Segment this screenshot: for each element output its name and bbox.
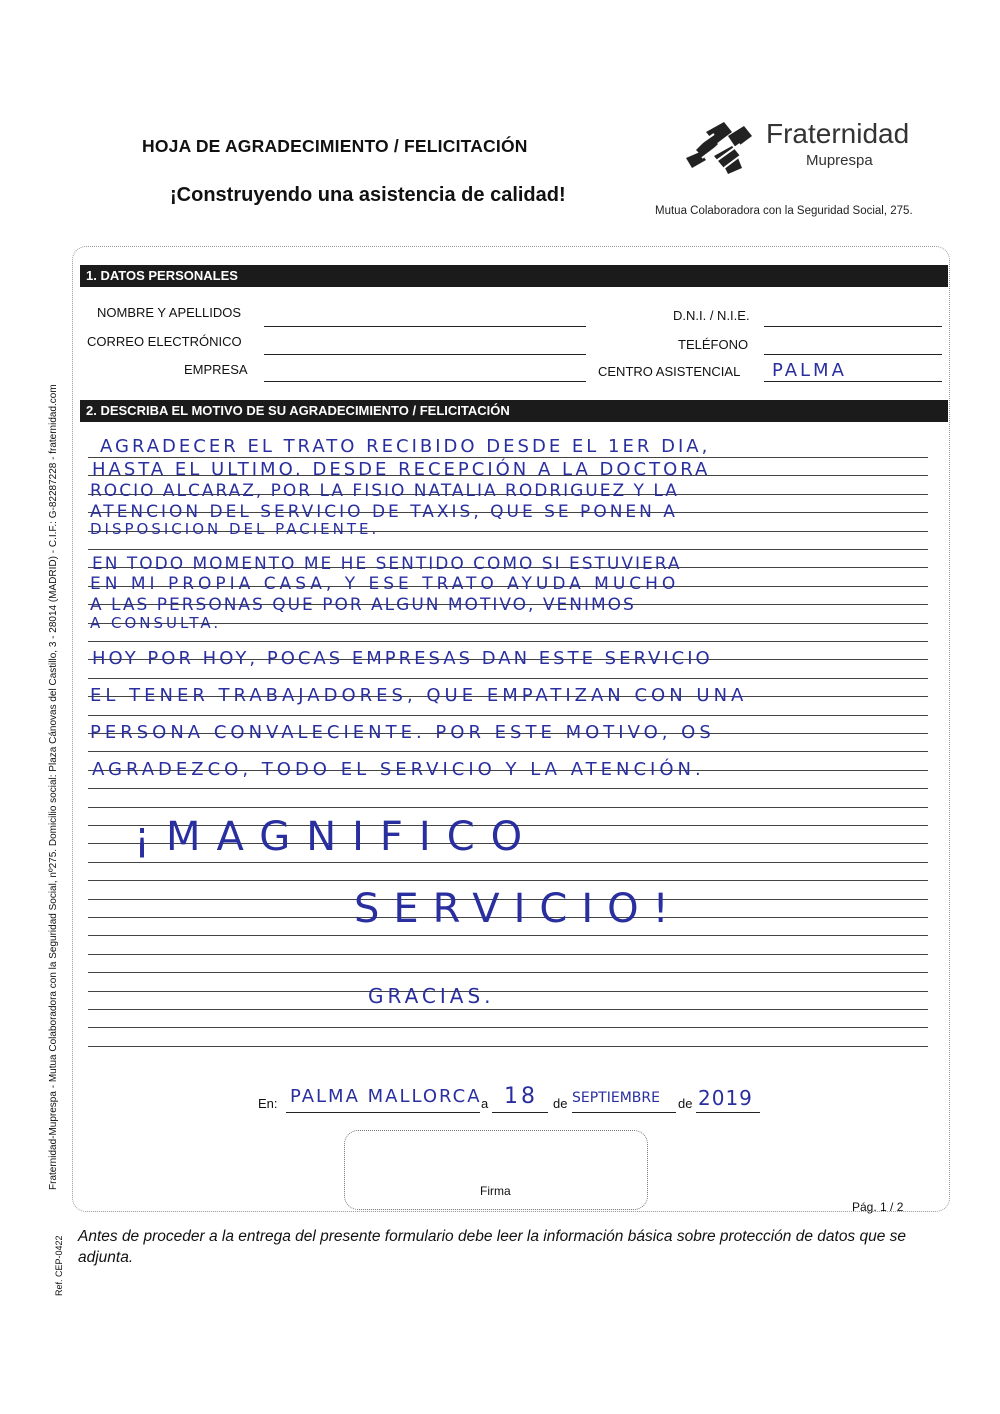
handwritten-line: HASTA EL ULTIMO. DESDE RECEPCIÓN A LA DOCTORA (92, 459, 711, 480)
a-label: a (481, 1096, 489, 1111)
nombre-field[interactable] (264, 326, 586, 327)
telefono-label: TELÉFONO (678, 337, 749, 352)
handwritten-line: AGRADECER EL TRATO RECIBIDO DESDE EL 1ER DIA, (100, 436, 711, 457)
month-field[interactable] (572, 1112, 676, 1113)
place-value: PALMA MALLORCA (290, 1086, 482, 1107)
handwritten-line: ROCIO ALCARAZ, POR LA FISIO NATALIA RODRIGUEZ Y LA (90, 481, 679, 501)
writing-line (88, 751, 928, 752)
year-field[interactable] (696, 1112, 760, 1113)
form-title: HOJA DE AGRADECIMIENTO / FELICITACIÓN (142, 136, 528, 156)
closing-text: GRACIAS. (368, 984, 495, 1008)
writing-line (88, 954, 928, 955)
handwritten-line: HOY POR HOY, POCAS EMPRESAS DAN ESTE SERVICIO (92, 648, 713, 669)
empresa-label: EMPRESA (184, 362, 248, 377)
handwritten-line: ATENCION DEL SERVICIO DE TAXIS, QUE SE PONEN A (90, 502, 678, 522)
big-handwritten-line: ¡MAGNIFICO (134, 814, 539, 860)
de-label-1: de (553, 1096, 568, 1111)
side-legal-text: Fraternidad-Muprespa - Mutua Colaboradora con la Seguridad Social, nº275. Domicilio social: Plaza Cánovas del Castillo, 3 - 28014 (MADRID) - C.I.F.: G-82287228 - fraternidad.com (48, 384, 59, 1190)
signature-label: Firma (480, 1184, 511, 1198)
writing-line (88, 1046, 928, 1047)
dni-field[interactable] (764, 326, 942, 327)
handwritten-line: EL TENER TRABAJADORES, QUE EMPATIZAN CON UNA (90, 685, 748, 706)
section-2-title: 2. DESCRIBA EL MOTIVO DE SU AGRADECIMIENTO / FELICITACIÓN (86, 403, 510, 418)
writing-line (88, 972, 928, 973)
footer-note: Antes de proceder a la entrega del presente formulario debe leer la información básica sobre protección de datos que se adjunta. (78, 1228, 907, 1266)
reference-code: Ref. CEP-0422 (54, 1235, 64, 1296)
writing-line (88, 549, 928, 550)
handwritten-line: A LAS PERSONAS QUE POR ALGUN MOTIVO, VENIMOS (90, 595, 636, 615)
handwritten-line: PERSONA CONVALECIENTE. POR ESTE MOTIVO, OS (90, 722, 715, 743)
place-field[interactable] (286, 1112, 480, 1113)
handwritten-line: DISPOSICION DEL PACIENTE. (90, 520, 380, 538)
signature-box[interactable] (344, 1130, 648, 1210)
handwritten-line: EN MI PROPIA CASA, Y ESE TRATO AYUDA MUCHO (90, 574, 680, 594)
form-subtitle: ¡Construyendo una asistencia de calidad! (170, 184, 566, 206)
nombre-label: NOMBRE Y APELLIDOS (97, 305, 242, 320)
day-value: 18 (504, 1084, 538, 1109)
en-label: En: (258, 1096, 278, 1111)
writing-line (88, 1009, 928, 1010)
de-label-2: de (678, 1096, 693, 1111)
centro-label: CENTRO ASISTENCIAL (598, 364, 741, 379)
writing-line (88, 678, 928, 679)
day-field[interactable] (492, 1112, 548, 1113)
handwritten-line: EN TODO MOMENTO ME HE SENTIDO COMO SI ESTUVIERA (92, 554, 682, 574)
writing-line (88, 880, 928, 881)
handwritten-line: A CONSULTA. (90, 614, 222, 632)
writing-line (88, 715, 928, 716)
organization-description: Mutua Colaboradora con la Seguridad Social, 275. (655, 205, 913, 217)
correo-field[interactable] (264, 354, 586, 355)
big-handwritten-line: SERVICIO! (354, 886, 683, 932)
month-value: SEPTIEMBRE (572, 1090, 660, 1106)
writing-line (88, 935, 928, 936)
writing-line (88, 862, 928, 863)
writing-line (88, 457, 928, 458)
correo-label: CORREO ELECTRÓNICO (87, 334, 242, 349)
logo-subname: Muprespa (806, 152, 873, 169)
handwritten-line: AGRADEZCO, TODO EL SERVICIO Y LA ATENCIÓN. (92, 759, 705, 780)
writing-line (88, 807, 928, 808)
writing-line (88, 1027, 928, 1028)
dni-label: D.N.I. / N.I.E. (673, 308, 750, 323)
empresa-field[interactable] (264, 381, 586, 382)
centro-field[interactable] (764, 381, 942, 382)
writing-line (88, 788, 928, 789)
telefono-field[interactable] (764, 354, 942, 355)
centro-value: PALMA (772, 360, 847, 381)
writing-line (88, 641, 928, 642)
section-1-title: 1. DATOS PERSONALES (86, 268, 238, 283)
logo-name: Fraternidad (766, 118, 910, 149)
year-value: 2019 (698, 1086, 753, 1110)
page-number: Pág. 1 / 2 (852, 1200, 904, 1214)
writing-line (88, 991, 928, 992)
